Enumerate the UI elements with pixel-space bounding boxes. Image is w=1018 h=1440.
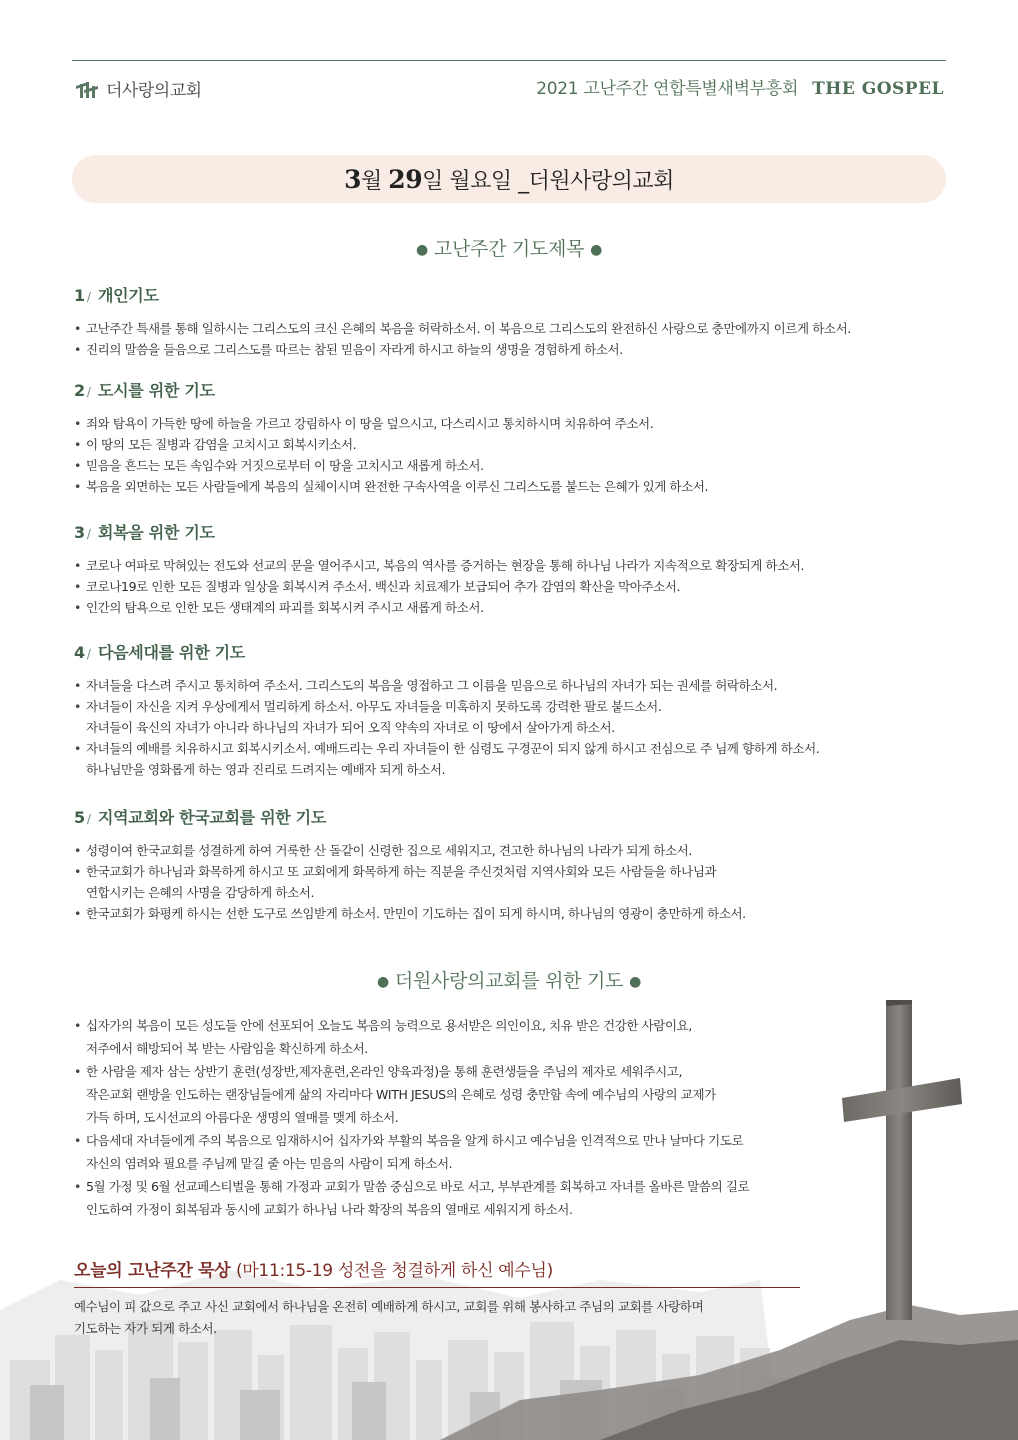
list-item: [74, 1014, 749, 1060]
prayer-topic: [74, 283, 958, 360]
church-logo: [74, 76, 202, 101]
prayer-topic: [74, 805, 958, 924]
list-item: [74, 555, 958, 576]
list-item: [74, 597, 958, 618]
date-day: 29: [388, 164, 423, 194]
list-item-line: • 5월 가정 및 6월 선교페스티벌을 통해 가정과 교회가 말씀 중심으로 바로 서고, 부부관계를 회복하고 자녀를 올바른 말씀의 길로: [86, 1179, 750, 1194]
event-brand: THE GOSPEL: [812, 79, 944, 99]
topic-title-text: 개인기도: [98, 286, 159, 305]
topic-title-text: 지역교회와 한국교회를 위한 기도: [98, 808, 326, 827]
topic-number-wrap: [74, 381, 98, 400]
topic-item-list: [74, 555, 958, 618]
bullet-dot-icon: ●: [377, 973, 389, 990]
list-item: [74, 1129, 749, 1175]
topic-title: [74, 378, 958, 401]
slash-mark: /: [86, 385, 91, 399]
meditation-reference: (마11:15-19 성전을 청결하게 하신 예수님): [235, 1261, 553, 1281]
topic-title: [74, 520, 958, 543]
list-item: [74, 318, 958, 339]
list-item: [74, 476, 958, 497]
church-logo-icon: [74, 78, 100, 100]
slash-mark: /: [86, 290, 91, 304]
topic-number: 2: [74, 381, 85, 400]
meditation-text: 예수님이 피 값으로 주고 사신 교회에서 하나님을 온전히 예배하게 하시고, 교회를 위해 봉사하고 주님의 교회를 사랑하며 기도하는 자가 되게 하소서.: [74, 1299, 704, 1336]
list-item-line: • 이 땅의 모든 질병과 감염을 고치시고 회복시키소서.: [86, 437, 357, 452]
topic-number: 4: [74, 643, 85, 662]
list-item-line: • 죄와 탐욕이 가득한 땅에 하늘을 가르고 강림하사 이 땅을 덮으시고, 다스리시고 통치하시며 치유하여 주소서.: [86, 416, 654, 431]
bullet-dot-icon: ●: [415, 241, 428, 258]
list-item: [74, 455, 958, 476]
event-title: 2021 고난주간 연합특별새벽부흥회: [536, 79, 799, 99]
topic-title-text: 회복을 위한 기도: [98, 523, 215, 542]
meditation-title: 오늘의 고난주간 묵상 (마11:15-19 성전을 청결하게 하신 예수님): [74, 1256, 800, 1288]
list-item: [74, 861, 958, 903]
list-item: [74, 434, 958, 455]
topic-number-wrap: [74, 523, 98, 542]
topic-item-list: [74, 318, 958, 360]
list-item-line: • 성령이여 한국교회를 성결하게 하여 거룩한 산 돌같이 신령한 집으로 세워지고, 견고한 하나님의 나라가 되게 하소서.: [86, 843, 692, 858]
topic-title: [74, 640, 958, 663]
event-header: [536, 74, 944, 99]
slash-mark: /: [86, 647, 91, 661]
date-month-unit: 월: [361, 168, 382, 194]
topic-item-list: [74, 413, 958, 497]
prayer-topic: [74, 378, 958, 497]
topic-title: [74, 805, 958, 828]
date-banner: [72, 155, 946, 203]
topic-item-list: [74, 840, 958, 924]
church-name: 더사랑의교회: [106, 81, 202, 101]
church-prayer-list: [74, 1014, 749, 1221]
list-item-line: 자신의 염려와 필요를 주님께 맡길 줄 아는 믿음의 사람이 되게 하소서.: [86, 1156, 453, 1171]
list-item-line: • 자녀들이 자신을 지켜 우상에게서 멀리하게 하소서. 아무도 자녀들을 미혹하지 못하도록 강력한 팔로 붙드소서.: [86, 699, 662, 714]
date-month: 3: [344, 164, 362, 194]
slash-mark: /: [86, 812, 91, 826]
slash-mark: /: [86, 527, 91, 541]
list-item-line: • 복음을 외면하는 모든 사람들에게 복음의 실체이시며 완전한 구속사역을 이루신 그리스도를 붙드는 은혜가 있게 하소서.: [86, 479, 709, 494]
list-item-line: • 한국교회가 하나님과 화목하게 하시고 또 교회에게 화목하게 하는 직분을 주신것처럼 지역사회와 모든 사람들을 하나님과: [86, 864, 717, 879]
list-item-line: 가득 하며, 도시선교의 아름다운 생명의 열매를 맺게 하소서.: [86, 1110, 399, 1125]
list-item: [74, 696, 958, 738]
church-section-heading: ● 더원사랑의교회를 위한 기도 ●: [377, 970, 641, 992]
list-item: [74, 1175, 749, 1221]
topic-number-wrap: [74, 808, 98, 827]
list-item-line: • 자녀들을 다스려 주시고 통치하여 주소서. 그리스도의 복음을 영접하고 그 이름을 믿음으로 하나님의 자녀가 되는 권세를 허락하소서.: [86, 678, 778, 693]
list-item-line: • 다음세대 자녀들에게 주의 복음으로 임재하시어 십자가와 부활의 복음을 알게 하시고 예수님을 인격적으로 만나 날마다 기도로: [86, 1133, 744, 1148]
topic-number: 3: [74, 523, 85, 542]
list-item: [74, 840, 958, 861]
list-item-line: • 인간의 탐욕으로 인한 모든 생태계의 파괴를 회복시켜 주시고 새롭게 하소서.: [86, 600, 484, 615]
prayer-topic: [74, 640, 958, 780]
list-item-line: • 한국교회가 화평케 하시는 선한 도구로 쓰임받게 하소서. 만민이 기도하는 집이 되게 하시며, 하나님의 영광이 충만하게 하소서.: [86, 906, 746, 921]
list-item-line: • 고난주간 특새를 통해 일하시는 그리스도의 크신 은혜의 복음을 허락하소서. 이 복음으로 그리스도의 완전하신 사랑으로 충만에까지 이르게 하소서.: [86, 321, 851, 336]
list-item-line: • 코로나 여파로 막혀있는 전도와 선교의 문을 열어주시고, 복음의 역사를 증거하는 현장을 통해 하나님 나라가 지속적으로 확장되게 하소서.: [86, 558, 805, 573]
list-item: [74, 903, 958, 924]
topic-item-list: [74, 675, 958, 780]
list-item: [74, 675, 958, 696]
list-item-line: • 믿음을 흔드는 모든 속임수와 거짓으로부터 이 땅을 고치시고 새롭게 하소서.: [86, 458, 484, 473]
topic-number-wrap: [74, 643, 98, 662]
list-item-line: 저주에서 해방되어 복 받는 사람임을 확신하게 하소서.: [86, 1041, 368, 1056]
list-item-line: 연합시키는 은혜의 사명을 감당하게 하소서.: [86, 885, 315, 900]
list-item-line: • 한 사람을 제자 삼는 상반기 훈련(성장반,제자훈련,온라인 양육과정)을 통해 훈련생들을 주님의 제자로 세워주시고,: [86, 1064, 683, 1079]
list-item-line: 자녀들이 육신의 자녀가 아니라 하나님의 자녀가 되어 오직 약속의 자녀로 이 땅에서 살아가게 하소서.: [86, 720, 615, 735]
topic-number: 5: [74, 808, 85, 827]
prayer-section-heading: ● 고난주간 기도제목 ●: [415, 238, 603, 260]
list-item: [74, 413, 958, 434]
date-rest: 월요일 _더원사랑의교회: [449, 168, 674, 194]
list-item-line: • 십자가의 복음이 모든 성도들 안에 선포되어 오늘도 복음의 능력으로 용서받은 의인이요, 치유 받은 건강한 사람이요,: [86, 1018, 692, 1033]
topic-title: [74, 283, 958, 306]
church-item-list: [74, 1014, 749, 1221]
list-item: [74, 576, 958, 597]
list-item: [74, 339, 958, 360]
list-item-line: • 코로나19로 인한 모든 질병과 일상을 회복시켜 주소서. 백신과 치료제가 보급되어 추가 감염의 확산을 막아주소서.: [86, 579, 681, 594]
list-item-line: • 자녀들의 예배를 치유하시고 회복시키소서. 예배드리는 우리 자녀들이 한 심령도 구경꾼이 되지 않게 하시고 전심으로 주 님께 향하게 하소서.: [86, 741, 820, 756]
prayer-topic: [74, 520, 958, 618]
topic-title-text: 다음세대를 위한 기도: [98, 643, 245, 662]
bullet-dot-icon: ●: [590, 241, 603, 258]
header-rule: [72, 60, 946, 61]
list-item-line: 인도하여 가정이 회복됨과 동시에 교회가 하나님 나라 확장의 복음의 열매로 세워지게 하소서.: [86, 1202, 573, 1217]
list-item-line: 하나님만을 영화롭게 하는 영과 진리로 드려지는 예배자 되게 하소서.: [86, 762, 446, 777]
date-day-unit: 일: [422, 168, 443, 194]
list-item-line: 작은교회 랜방을 인도하는 랜장님들에게 삶의 자리마다 WITH JESUS의 은혜로 성령 충만함 속에 예수님의 사랑의 교제가: [86, 1087, 716, 1102]
list-item-line: • 진리의 말씀을 들음으로 그리스도를 따르는 참된 믿음이 자라게 하시고 하늘의 생명을 경험하게 하소서.: [86, 342, 623, 357]
topic-number-wrap: [74, 286, 98, 305]
bullet-dot-icon: ●: [629, 973, 641, 990]
list-item: [74, 1060, 749, 1129]
list-item: [74, 738, 958, 780]
meditation-section: [74, 1256, 800, 1340]
topic-title-text: 도시를 위한 기도: [98, 381, 215, 400]
topic-number: 1: [74, 286, 85, 305]
